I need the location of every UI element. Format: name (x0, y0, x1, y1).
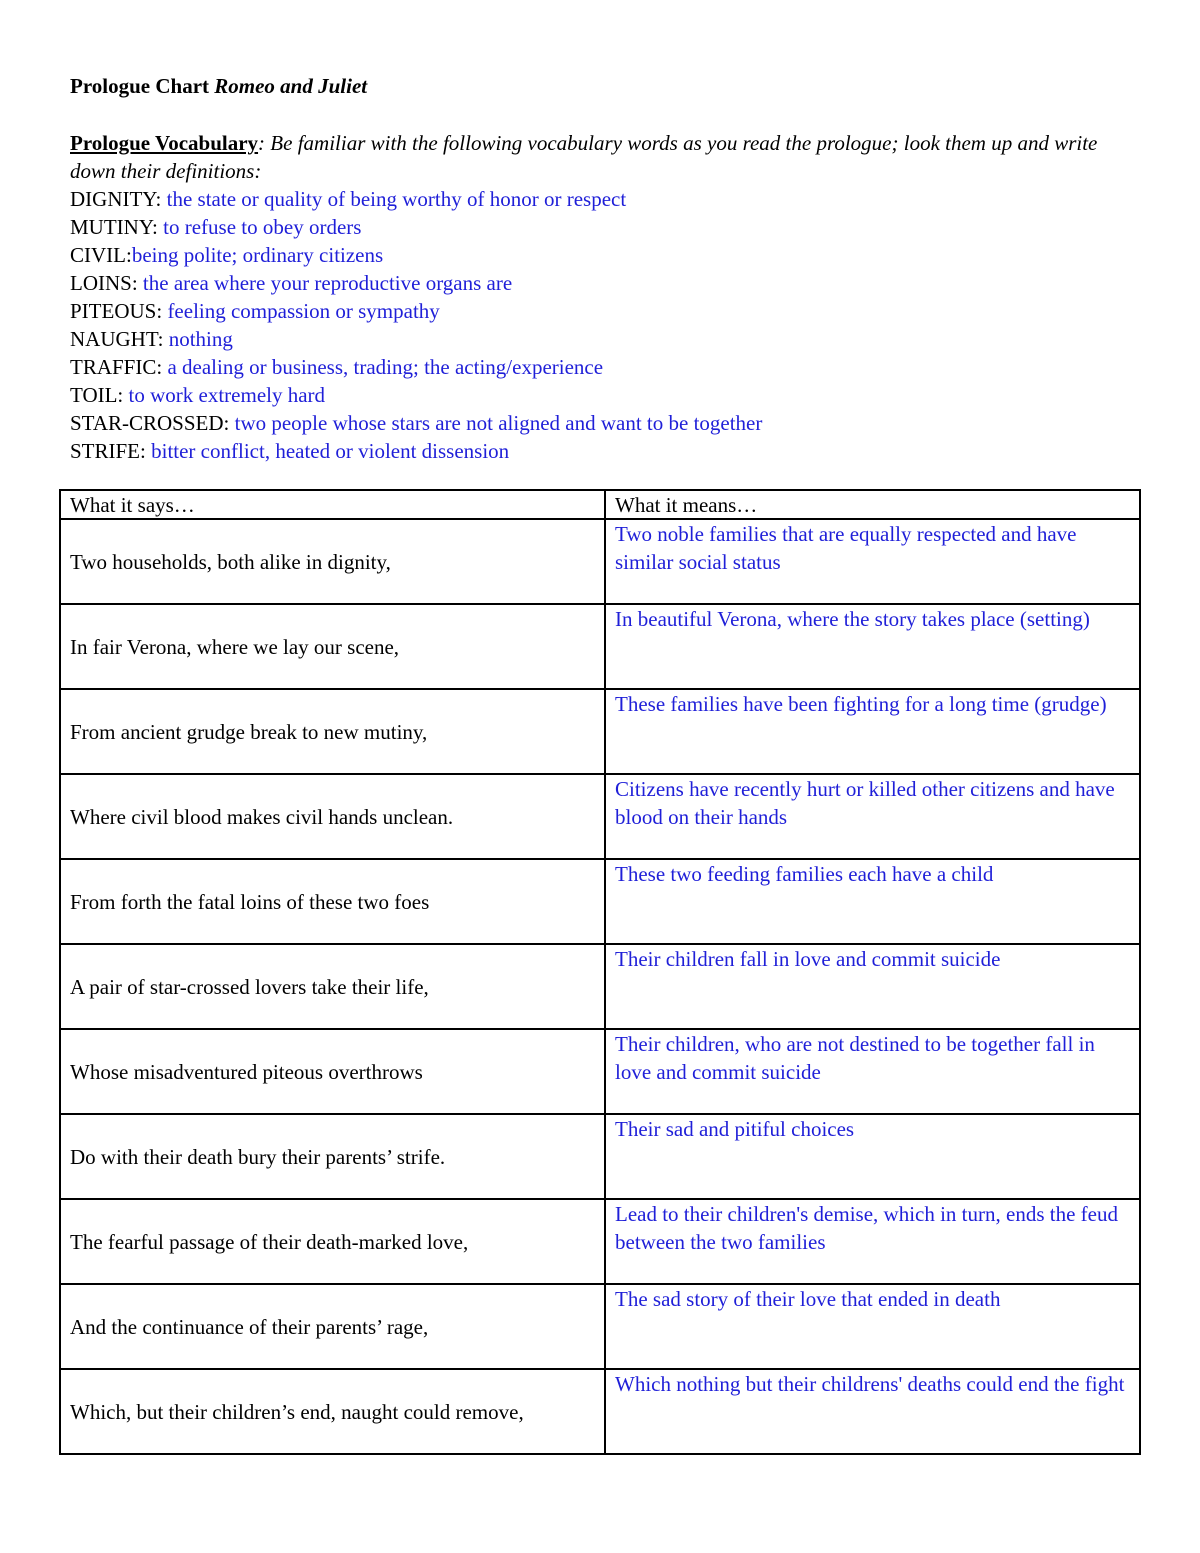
table-row (60, 604, 1140, 689)
vocab-term: TRAFFIC: (70, 355, 168, 379)
prologue-chart-table (59, 489, 1141, 1455)
vocab-term: MUTINY: (70, 215, 164, 239)
table-row (60, 774, 1140, 859)
vocabulary-section (70, 129, 1140, 465)
means-cell: Their children, who are not destined to be together fall in love and commit suicide (605, 1029, 1140, 1114)
vocab-item-naught (70, 325, 1140, 353)
says-cell: From ancient grudge break to new mutiny, (60, 689, 605, 774)
says-cell: And the continuance of their parents’ rage, (60, 1284, 605, 1369)
means-cell: These families have been fighting for a long time (grudge) (605, 689, 1140, 774)
vocab-term: CIVIL: (70, 243, 132, 267)
means-cell: These two feeding families each have a child (605, 859, 1140, 944)
vocab-item-civil (70, 241, 1140, 269)
vocab-definition: feeling compassion or sympathy (167, 299, 440, 323)
means-cell: The sad story of their love that ended in death (605, 1284, 1140, 1369)
means-cell: Which nothing but their childrens' deaths could end the fight (605, 1369, 1140, 1454)
means-cell: Citizens have recently hurt or killed other citizens and have blood on their hands (605, 774, 1140, 859)
vocab-term: LOINS: (70, 271, 143, 295)
vocab-definition: nothing (168, 327, 233, 351)
vocab-item-strife (70, 437, 1140, 465)
vocab-item-star-crossed (70, 409, 1140, 437)
vocabulary-instructions: : Be familiar with the following vocabulary words as you read the prologue; look them up and write down their definitions: (70, 131, 1098, 183)
vocab-definition: a dealing or business, trading; the acting/experience (167, 355, 604, 379)
says-cell: Where civil blood makes civil hands unclean. (60, 774, 605, 859)
vocab-item-toil (70, 381, 1140, 409)
table-row (60, 1029, 1140, 1114)
vocab-item-loins (70, 269, 1140, 297)
vocab-definition: the area where your reproductive organs are (142, 271, 513, 295)
vocab-definition: being polite; ordinary citizens (131, 243, 384, 267)
column-header-says: What it says… (60, 490, 605, 519)
says-cell: Two households, both alike in dignity, (60, 519, 605, 604)
says-cell: The fearful passage of their death-marked love, (60, 1199, 605, 1284)
table-header-row (60, 490, 1140, 519)
title-italic: Romeo and Juliet (214, 74, 368, 98)
table-row (60, 1284, 1140, 1369)
table-row (60, 1199, 1140, 1284)
vocab-term: STAR-CROSSED: (70, 411, 235, 435)
table-row (60, 944, 1140, 1029)
means-cell: Their children fall in love and commit suicide (605, 944, 1140, 1029)
table-row (60, 859, 1140, 944)
vocab-term: DIGNITY: (70, 187, 167, 211)
title-plain: Prologue Chart (70, 74, 215, 98)
table-row (60, 689, 1140, 774)
vocab-item-traffic (70, 353, 1140, 381)
column-header-means: What it means… (605, 490, 1140, 519)
means-cell: In beautiful Verona, where the story takes place (setting) (605, 604, 1140, 689)
says-cell: Do with their death bury their parents’ strife. (60, 1114, 605, 1199)
vocab-term: STRIFE: (70, 439, 152, 463)
page-title (70, 73, 367, 99)
vocab-definition: two people whose stars are not aligned and want to be together (234, 411, 763, 435)
means-cell: Their sad and pitiful choices (605, 1114, 1140, 1199)
means-cell: Two noble families that are equally respected and have similar social status (605, 519, 1140, 604)
table-row (60, 1114, 1140, 1199)
vocab-term: NAUGHT: (70, 327, 169, 351)
vocab-definition: bitter conflict, heated or violent dissension (151, 439, 510, 463)
means-cell: Lead to their children's demise, which in turn, ends the feud between the two families (605, 1199, 1140, 1284)
says-cell: A pair of star-crossed lovers take their life, (60, 944, 605, 1029)
says-cell: Whose misadventured piteous overthrows (60, 1029, 605, 1114)
vocab-definition: to refuse to obey orders (163, 215, 362, 239)
vocabulary-heading: Prologue Vocabulary (70, 131, 259, 155)
vocab-term: TOIL: (70, 383, 129, 407)
vocab-definition: to work extremely hard (128, 383, 326, 407)
vocab-item-piteous (70, 297, 1140, 325)
vocab-definition: the state or quality of being worthy of honor or respect (166, 187, 627, 211)
says-cell: Which, but their children’s end, naught could remove, (60, 1369, 605, 1454)
vocabulary-intro (70, 129, 1140, 185)
table-row (60, 1369, 1140, 1454)
vocab-term: PITEOUS: (70, 299, 168, 323)
says-cell: In fair Verona, where we lay our scene, (60, 604, 605, 689)
says-cell: From forth the fatal loins of these two foes (60, 859, 605, 944)
vocab-item-mutiny (70, 213, 1140, 241)
vocab-item-dignity (70, 185, 1140, 213)
table-row (60, 519, 1140, 604)
